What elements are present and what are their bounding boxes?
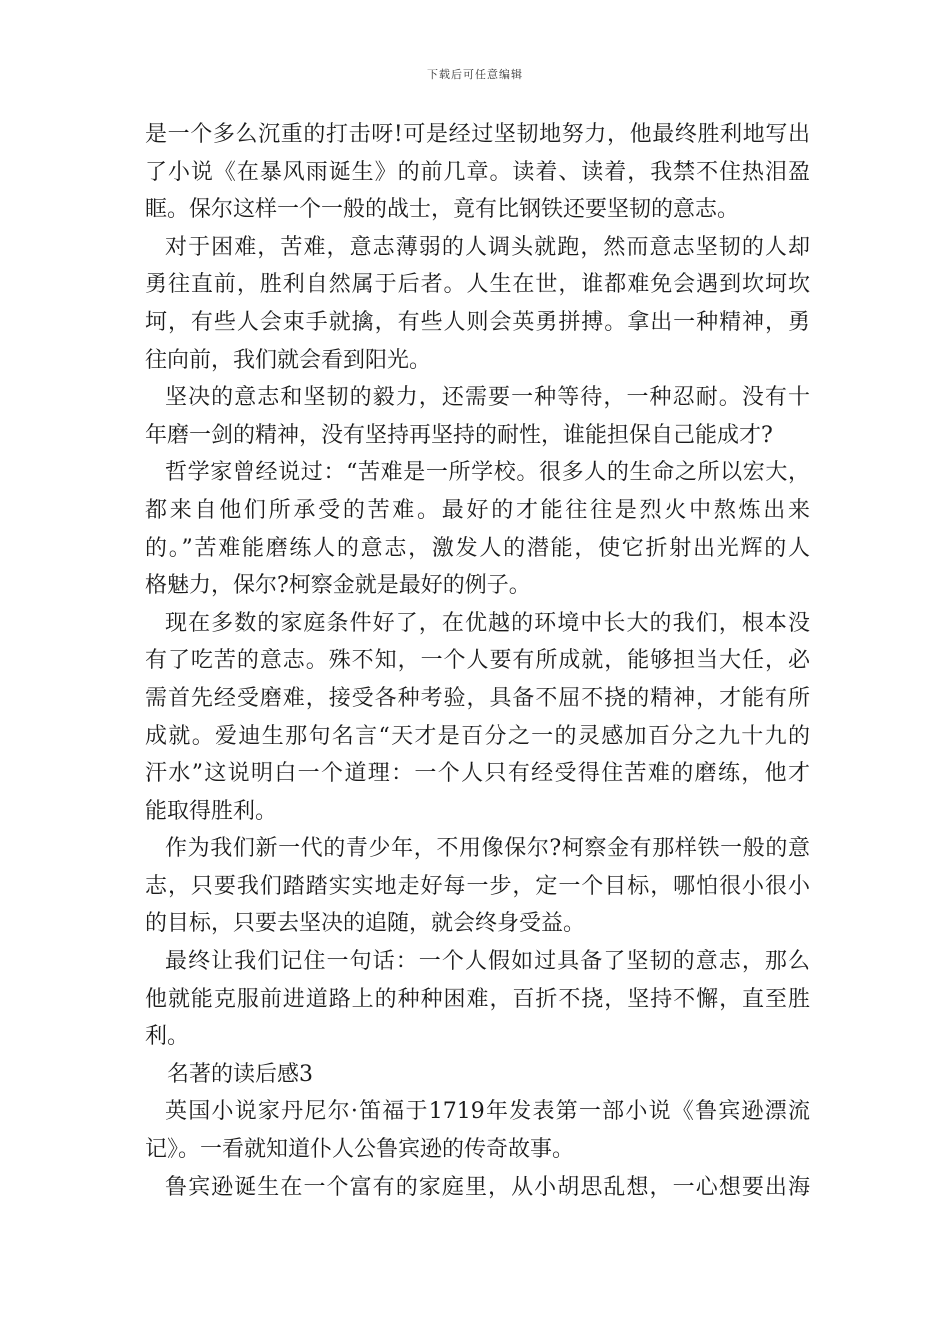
text-line: 鲁宾逊诞生在一个富有的家庭里，从小胡思乱想，一心想要出海 [165, 1174, 810, 1200]
text-line: 需首先经受磨难，接受各种考验，具备不屈不挠的精神，才能有所 [145, 685, 810, 711]
document-body [145, 116, 810, 1206]
text-line: 勇往直前，胜利自然属于后者。人生在世，谁都难免会遇到坎坷坎 [145, 272, 810, 298]
text-line: 坚决的意志和坚韧的毅力，还需要一种等待，一种忍耐。没有十 [165, 385, 810, 411]
text-line: 汗水”这说明白一个道理：一个人只有经受得住苦难的磨练，他才 [145, 761, 810, 787]
text-line: 记》。一看就知道仆人公鲁宾逊的传奇故事。 [145, 1137, 575, 1163]
text-line: 作为我们新一代的青少年，不用像保尔?柯察金有那样铁一般的意 [165, 836, 810, 862]
text-line: 年磨一剑的精神，没有坚持再坚持的耐性，谁能担保自己能成才? [145, 422, 773, 448]
text-line: 对于困难，苦难，意志薄弱的人调头就跑，然而意志坚韧的人却 [165, 234, 810, 260]
text-line: 是一个多么沉重的打击呀!可是经过坚韧地努力，他最终胜利地写出 [145, 122, 810, 147]
section-heading: 名著的读后感3 [167, 1061, 313, 1087]
text-line: 的目标，只要去坚决的追随，就会终身受益。 [145, 911, 586, 937]
text-line: 成就。爱迪生那句名言“天才是百分之一的灵感加百分之九十九的 [145, 723, 810, 749]
text-line: 往向前，我们就会看到阳光。 [145, 347, 432, 373]
page-header: 下载后可任意编辑 [427, 68, 523, 81]
text-line: 眶。保尔这样一个一般的战士，竟有比钢铁还要坚韧的意志。 [145, 197, 740, 223]
text-line: 他就能克服前进道路上的种种困难，百折不挠，坚持不懈，直至胜 [145, 986, 810, 1012]
text-line: 现在多数的家庭条件好了，在优越的环境中长大的我们，根本没 [165, 610, 810, 636]
text-line: 有了吃苦的意志。殊不知，一个人要有所成就，能够担当大任，必 [145, 648, 810, 674]
text-line: 了小说《在暴风雨诞生》的前几章。读着、读着，我禁不住热泪盈 [145, 159, 810, 185]
text-line: 的。”苦难能磨练人的意志，激发人的潜能，使它折射出光辉的人 [145, 535, 810, 561]
text-line: 都来自他们所承受的苦难。最好的才能往往是烈火中熬炼出来 [145, 497, 810, 523]
text-line: 能取得胜利。 [145, 798, 278, 824]
text-line: 英国小说家丹尼尔·笛福于1719年发表第一部小说《鲁宾逊漂流 [165, 1099, 810, 1125]
text-line: 志，只要我们踏踏实实地走好每一步，定一个目标，哪怕很小很小 [145, 873, 810, 899]
text-line: 利。 [145, 1024, 190, 1050]
text-line: 最终让我们记住一句话：一个人假如过具备了坚韧的意志，那么 [165, 949, 810, 975]
text-line: 坷，有些人会束手就擒，有些人则会英勇拼搏。拿出一种精神，勇 [145, 309, 810, 335]
text-line: 哲学家曾经说过：“苦难是一所学校。很多人的生命之所以宏大， [165, 460, 810, 486]
text-line: 格魅力，保尔?柯察金就是最好的例子。 [145, 573, 531, 599]
